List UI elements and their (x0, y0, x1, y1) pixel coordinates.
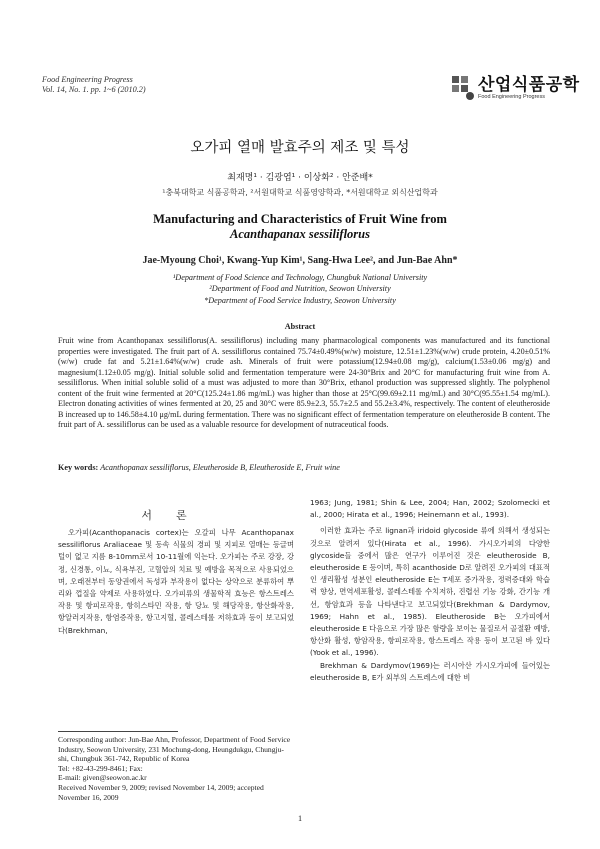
body-right-column (310, 497, 550, 684)
page-number: 1 (297, 814, 303, 823)
logo-subtitle: Food Engineering Progress (478, 94, 545, 100)
right-paragraph-2: Brekhman & Dardymov(1969)는 러시아산 가시오가피에 들어있는 eleutheroside B, E가 외부의 스트레스에 대한 비 (310, 660, 550, 682)
journal-citation (42, 75, 146, 95)
journal-logo (450, 70, 580, 106)
english-affiliations (0, 272, 600, 306)
journal-volume: Vol. 14, No. 1. pp. 1~6 (2010.2) (42, 85, 146, 94)
affiliation-2: ²Department of Food and Nutrition, Seowon University (209, 284, 391, 294)
english-title-line1: Manufacturing and Characteristics of Fruit Wine from (153, 212, 447, 226)
right-paragraph-1: 이러한 효과는 주로 lignan과 iridoid glycoside 류에 의해서 생성되는 것으로 알려져 있다(Hirata et al., 1996). 가시오가피의 다양한 glycoside들 중에서 많은 연구가 이루어진 것은 eleutheroside B, eleutheroside E 등이며, 특히 acanthoside D로 알려진 오가피의 대표적인 생리활성 성분인 eleutheroside E는 T세포 증가작용, 정력증대와 학습력 향상, 면역세포활성, 콜레스테롤 수치저하, 진렵선 기능 강화, 간기능 개선, 항암효과 등을 나타낸다고 보고되었다(Brekhman & Dardymov, 1969; Hahn et al., 1985). Eleutheroside B는 오가피에서 eleutheroside E 다음으로 가장 많은 함량을 보이는 물질로서 골절환 예방, 항산화 활성, 항암작용, 항피로작용, 항스트레스 작용 등이 보고된 바 있다(Yook et al., 1996). (310, 526, 550, 658)
footnote-phone: Tel: +82-43-299-8461; Fax: (58, 763, 143, 773)
abstract-heading: Abstract (284, 322, 316, 331)
abstract-text: Fruit wine from Acanthopanax sessiliflorus(A. sessiliflorus) including many pharmacological components was manufactured and its functional properties were investigated. The fruit part of A. sessiliflorus contained 75.74±0.49%(w/w) moisture, 12.51±1.23%(w/w) crude protein, 4.20±0.51%(w/w) crude fat and 5.21±1.64%(w/w) crude ash. Minerals of fruit were potassium(12.94±0.08 mg/g), calcium(1.53±0.06 mg/g) and magnesium(1.12±0.05 mg/g). Initial soluble solid and fermentation temperature were 24-30°Brix and 20°C for manufacturing fruit wine from A. sessiliflorus. When initial soluble solid of a must was adjusted to more than 30°Brix, ethanol production was suppressed slightly. The polyphenol content of the fruit wine fermented at 20°C(125.24±1.86 mg/mL) was higher than those at 25°C(99.69±2.11 mg/mL) and 30°C(95.55±1.54 mg/mL). Electron donating activities of wines fermented at 20, 25 and 30°C were 85.9±2.3, 55.7±2.5 and 55.2±3.4%, respectively. The content of eleutheroside B increased up to 146.58±4.10 μg/mL during fermentation. There was no significant effect of fermentation temperature on eleutheroside B content. The fruit part of A. sessiliflorus can be used as a valuable resource for development of nutraceutical foods. (58, 336, 550, 429)
footnote-email: E-mail: given@seowon.ac.kr (58, 773, 147, 783)
korean-authors: 최재명¹ · 김광엽¹ · 이상화² · 안준배* (227, 173, 373, 183)
right-paragraph-0: 1963; Jung, 1981; Shin & Lee, 2004; Han, 2002; Szolomecki et al., 2000; Hirata et al., 1996; Heinemann et al., 1993). (310, 498, 550, 520)
footnote-address: Corresponding author: Jun-Bae Ahn, Professor, Department of Food Service Industry, Seowon University, 231 Mochung-dong, Heungdukgu, Chungju-shi, Chungbuk 361-742, Republic of Korea (58, 735, 291, 764)
korean-affiliations: ¹충북대학교 식품공학과, ²서원대학교 식품영양학과, *서원대학교 외식산업학과 (162, 188, 438, 197)
english-title (0, 212, 600, 242)
logo-title: 산업식품공학 (478, 75, 580, 95)
corresponding-author-footnote (58, 735, 294, 802)
footnote-dates: Received November 9, 2009; revised November 14, 2009; accepted November 16, 2009 (58, 782, 264, 802)
body-left-column (58, 527, 294, 637)
logo-mark-icon (450, 72, 476, 102)
keywords-text: Acanthopanax sessiliflorus, Eleutheroside B, Eleutheroside E, Fruit wine (100, 463, 340, 472)
footnote-divider (58, 731, 178, 732)
korean-title: 오가피 열매 발효주의 제조 및 특성 (190, 140, 410, 156)
affiliation-1: ¹Department of Food Science and Technology, Chungbuk National University (172, 273, 428, 282)
keywords (58, 463, 550, 472)
affiliation-3: *Department of Food Service Industry, Seowon University (204, 295, 396, 305)
english-title-line2 (0, 227, 600, 242)
left-paragraph-1: 오가피(Acanthopanacis cortex)는 오갈피 나무 Acanthopanax sessiliflorus Araliaceae 및 동속 식물의 경피 및 지피로 열매는 등글며 털이 없고 지름 8-10mm로서 10-11월에 익는다. 오가피는 주로 강장, 강정, 신경통, 이뇨, 식욕부진, 고혈압의 치료 및 예방을 목적으로 사용되었으며, 오래전부터 동양권에서 독성과 부작용이 없다는 상약으로 분류하여 뿌리와 껍질을 약제로 사용하였다. 오가피류의 생물학적 효능은 항스트레스 작용 및 항피로작용, 항히스타민 작용, 항 당뇨 및 해당작용, 항산화작용, 항알러지작용, 항염증작용, 항고지혈, 콜레스테롤 저하효과 등이 보고되었다(Brekhman, (58, 528, 294, 635)
english-title-species: Acanthapanax sessiliflorus (230, 227, 370, 241)
section-heading-introduction: 서론 (141, 509, 211, 522)
keywords-label: Key words: (58, 463, 99, 472)
english-authors: Jae-Myoung Choi¹, Kwang-Yup Kim¹, Sang-Hwa Lee², and Jun-Bae Ahn* (142, 255, 458, 266)
journal-name: Food Engineering Progress (42, 75, 133, 84)
